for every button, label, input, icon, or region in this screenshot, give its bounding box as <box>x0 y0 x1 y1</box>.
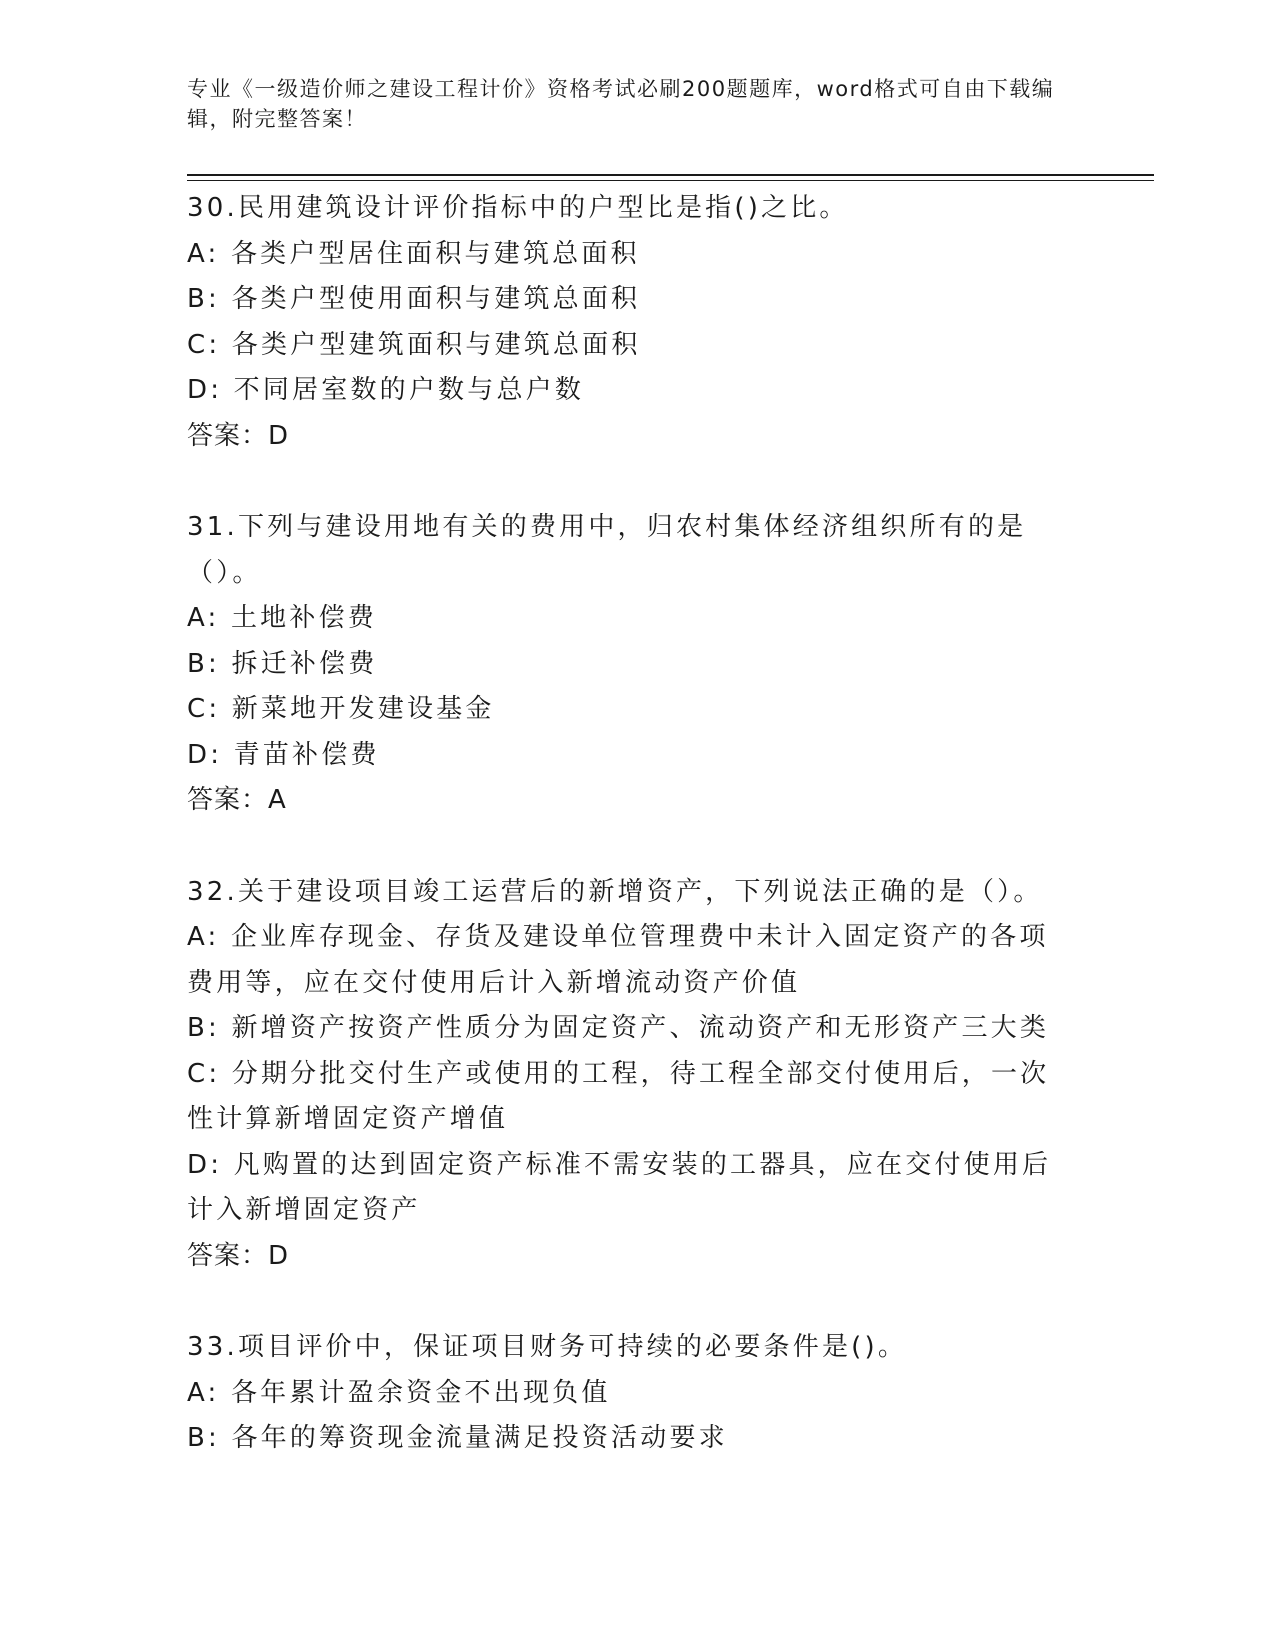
option-a: A: 各类户型居住面积与建筑总面积 <box>187 238 640 269</box>
header-rule-thick <box>187 174 1154 176</box>
option-c: C: 各类户型建筑面积与建筑总面积 <box>187 329 641 360</box>
option-b: B: 各类户型使用面积与建筑总面积 <box>187 284 641 314</box>
document-header: 专业《一级造价师之建设工程计价》资格考试必刷200题题库，word格式可自由下载编辑，附完整答案！ <box>187 77 1055 131</box>
answer: 答案：D <box>187 1240 290 1271</box>
option-d: D: 青苗补偿费 <box>187 739 380 770</box>
option-c: C: 新菜地开发建设基金 <box>187 694 495 724</box>
question-30 <box>187 186 1077 459</box>
option-a: A: 企业库存现金、存货及建设单位管理费中未计入固定资产的各项费用等，应在交付使用后计入新增流动资产价值 <box>187 922 1049 998</box>
option-b: B: 拆迁补偿费 <box>187 648 378 679</box>
answer: 答案：D <box>187 420 290 451</box>
question-stem: 32.关于建设项目竣工运营后的新增资产，下列说法正确的是（）。 <box>187 876 1043 907</box>
question-list <box>187 186 1077 1462</box>
question-33 <box>187 1325 1077 1462</box>
answer: 答案：A <box>187 785 287 815</box>
option-b: B: 各年的筹资现金流量满足投资活动要求 <box>187 1423 728 1453</box>
question-stem: 31.下列与建设用地有关的费用中，归农村集体经济组织所有的是（）。 <box>187 512 1027 588</box>
option-c: C: 分期分批交付生产或使用的工程，待工程全部交付使用后，一次性计算新增固定资产增值 <box>187 1058 1050 1134</box>
question-31 <box>187 505 1077 824</box>
header-rule-thin <box>187 180 1154 181</box>
option-a: A: 土地补偿费 <box>187 603 377 633</box>
option-d: D: 不同居室数的户数与总户数 <box>187 375 585 405</box>
option-a: A: 各年累计盈余资金不出现负值 <box>187 1377 611 1408</box>
question-stem: 30.民用建筑设计评价指标中的户型比是指()之比。 <box>187 193 849 223</box>
option-d: D: 凡购置的达到固定资产标准不需安装的工器具，应在交付使用后计入新增固定资产 <box>187 1149 1052 1225</box>
question-stem: 33.项目评价中，保证项目财务可持续的必要条件是()。 <box>187 1332 908 1362</box>
question-32 <box>187 870 1077 1280</box>
option-b: B: 新增资产按资产性质分为固定资产、流动资产和无形资产三大类 <box>187 1013 1050 1043</box>
